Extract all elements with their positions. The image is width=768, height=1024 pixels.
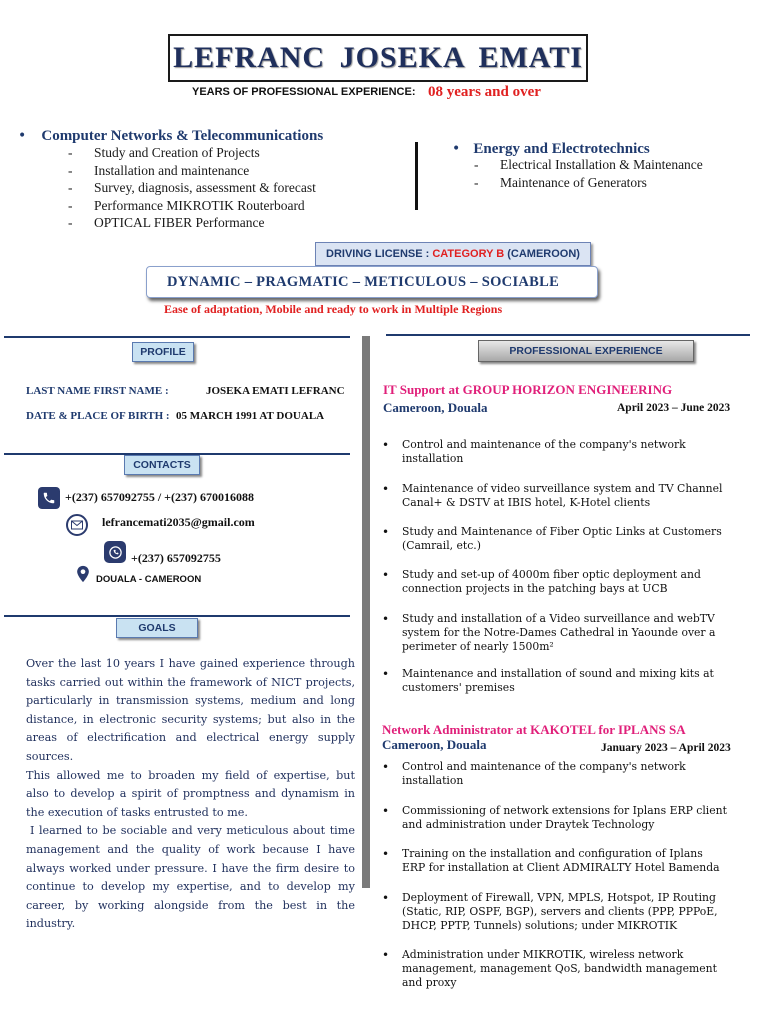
phone-icon [38,487,60,509]
job-tasks-2 [382,760,742,1000]
name-box [168,34,588,82]
email-icon [66,514,88,536]
list-item: - Study and Creation of Projects [68,145,316,163]
experience-label: YEARS OF PROFESSIONAL EXPERIENCE: [192,86,416,98]
contacts-tag: CONTACTS [124,455,200,475]
list-item: - Survey, diagnosis, assessment & forecast [68,180,316,198]
skill-title-energy: Energy and Electrotechnics [473,141,650,157]
divider [4,615,350,617]
list-item: • Commissioning of network extensions for Iplans ERP client and administration under Draytek Technology [382,804,727,832]
traits-text: DYNAMIC – PRAGMATIC – METICULOUS – SOCIABLE [167,273,560,290]
column-divider [362,336,370,888]
traits-banner [146,266,598,298]
whatsapp-icon [104,541,126,563]
profile-tag: PROFILE [132,342,194,362]
license-category: CATEGORY B [432,248,505,260]
job-title-2: Network Administrator at KAKOTEL for IPLANS SA [382,722,686,737]
list-item: - Electrical Installation & Maintenance [474,157,703,175]
name-value: JOSEKA EMATI LEFRANC [206,385,345,397]
name-label: LAST NAME FIRST NAME : [26,385,169,397]
job-location-2: Cameroon, Douala [382,737,487,752]
birth-label: DATE & PLACE OF BIRTH : [26,410,170,422]
list-item: • Maintenance and installation of sound and mixing kits at customers' premises [382,667,727,695]
job-dates-2: January 2023 – April 2023 [601,742,731,754]
job-location-1: Cameroon, Douala [383,400,488,415]
list-item: - Installation and maintenance [68,163,316,181]
list-item: - OPTICAL FIBER Performance [68,215,316,233]
bullet-icon: • [18,128,27,144]
list-item: • Study and Maintenance of Fiber Optic Links at Customers (Camrail, etc.) [382,525,727,553]
goals-paragraph: This allowed me to broaden my field of expertise, but also to develop a spirit of promptness and dynamism in the execution of tasks entrusted to me. [26,768,355,819]
mobility-statement: Ease of adaptation, Mobile and ready to work in Multiple Regions [164,302,503,316]
skills-divider [415,142,418,210]
job-title-1: IT Support at GROUP HORIZON ENGINEERING [383,382,673,397]
skill-group-energy [452,138,650,158]
list-item: • Control and maintenance of the company's network installation [382,438,727,466]
license-country: (CAMEROON) [507,248,580,260]
candidate-name: LEFRANC JOSEKA EMATI [173,41,583,74]
job-tasks-1 [382,438,742,698]
goals-tag: GOALS [116,618,198,638]
skill-group-networks [18,125,323,145]
goals-text [26,655,355,934]
phone-numbers[interactable]: +(237) 657092755 / +(237) 670016088 [65,490,254,504]
list-item: • Training on the installation and configuration of Iplans ERP for installation at Client ADMIRALTY Hotel Bamenda [382,847,727,875]
list-item: - Performance MIKROTIK Routerboard [68,198,316,216]
list-item: - Maintenance of Generators [474,175,703,193]
goals-paragraph: I learned to be sociable and very meticulous about time management and the quality of work because I have always worked under pressure. I have the firm desire to continue to develop my expertise, and to develop my career, by working alongside from the best in the industry. [26,824,355,931]
divider [4,336,350,338]
location-icon [76,565,90,587]
skill-list-energy [474,157,703,192]
whatsapp-number[interactable]: +(237) 657092755 [131,551,221,565]
license-label: DRIVING LICENSE : [326,248,430,260]
driving-license [315,242,591,266]
list-item: • Administration under MIKROTIK, wireless network management, management QoS, bandwidth management and proxy [382,948,727,990]
experience-value: 08 years and over [428,84,541,100]
goals-paragraph: Over the last 10 years I have gained experience through tasks carried out within the framework of NICT projects, particularly in transmission systems, medium and long distance, in electronic security systems; but also in the areas of electrification and electrical energy supply sources. [26,657,355,763]
list-item: • Study and installation of a Video surveillance and webTV system for the Notre-Dames Cathedral in Yaounde over a perimeter of nearly 1500m² [382,612,727,654]
list-item: • Control and maintenance of the company's network installation [382,760,727,788]
experience-tag: PROFESSIONAL EXPERIENCE [478,340,694,362]
skill-title-networks: Computer Networks & Telecommunications [41,128,324,144]
skill-list-networks [68,145,316,233]
bullet-icon: • [452,141,461,157]
list-item: • Maintenance of video surveillance system and TV Channel Canal+ & DSTV at IBIS hotel, K-Hotel clients [382,482,727,510]
birth-value: 05 MARCH 1991 AT DOUALA [176,410,325,422]
job-dates-1: April 2023 – June 2023 [617,402,731,414]
location-text: DOUALA - CAMEROON [96,574,202,585]
list-item: • Study and set-up of 4000m fiber optic deployment and connection projects in the patching bays at UCB [382,568,727,596]
email-address[interactable]: lefrancemati2035@gmail.com [102,515,255,529]
divider [386,334,750,336]
list-item: • Deployment of Firewall, VPN, MPLS, Hotspot, IP Routing (Static, RIP, OSPF, BGP), servers and clients (PPP, PPPoE, DHCP, PPTP, Tunnels) solutions; under MIKROTIK [382,891,727,933]
